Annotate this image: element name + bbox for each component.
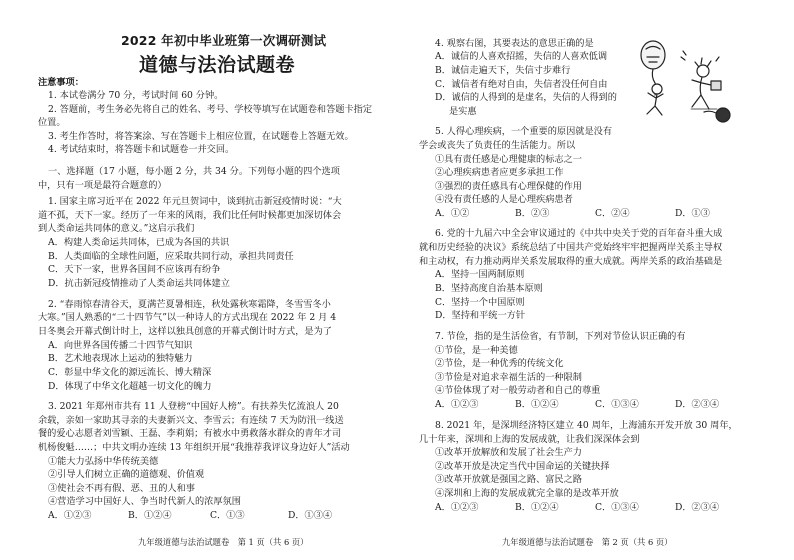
question-1-option: B．人类面临的全球性问题，应采取共同行动，承担共同责任 — [48, 251, 294, 262]
subject-title: 道德与法治试题卷 — [139, 54, 296, 76]
question-2-option: B．艺术地表现冰上运动的独特魅力 — [48, 353, 193, 364]
question-5-item: ①具有责任感是心理健康的标志之一 — [435, 154, 582, 165]
question-3-item: ③使社会不再有假、恶、丑的人和事 — [48, 483, 195, 494]
question-4-option: B．诚信走遍天下，失信寸步难行 — [435, 65, 571, 76]
question-2-stem: 大寒。”国人熟悉的“二十四节气”以一种诗人的方式出现在 2022 年 2 月 4 — [38, 312, 337, 323]
question-1-stem: 1. 国家主席习近平在 2022 年元旦贺词中，谈到抗击新冠疫情时说：“大 — [48, 196, 342, 207]
exam-title: 2022 年初中毕业班第一次调研测试 — [121, 33, 327, 48]
question-8-choice-c: C．①③④ — [595, 502, 639, 513]
question-3-choice-b: B．①②④ — [128, 510, 172, 521]
question-8-choice-d: D．②③④ — [675, 502, 720, 513]
question-4-option: A．诚信的人喜欢招摇，失信的人喜欢低调 — [435, 51, 608, 62]
question-6-stem: 6. 党的十九届六中全会审议通过的《中共中央关于党的百年奋斗重大成 — [435, 228, 723, 239]
question-3-stem: 餐的爱心志愿者刘雪颖、王磊、李莉娟；有被水中勇救落水群众的青年才司 — [38, 428, 342, 439]
question-6-option: D．坚持和平统一方针 — [435, 310, 526, 321]
question-5-stem: 5. 人得心理疾病，一个重要的原因就是没有 — [435, 126, 613, 137]
question-3-choice-d: D．①③④ — [288, 510, 333, 521]
question-8-item: ①改革开放解放和发展了社会生产力 — [435, 447, 582, 458]
question-8-stem: 8. 2021 年，是深圳经济特区建立 40 周年，上海浦东开发开放 30 周年， — [435, 420, 738, 431]
question-2-option: A．向世界各国传播二十四节气知识 — [48, 340, 193, 351]
question-6-option: C．坚持一个中国原则 — [435, 297, 525, 308]
note-line: 4. 考试结束时，将答题卡和试题卷一并交回。 — [48, 144, 235, 155]
question-2-option: C．彰显中华文化的源远流长、博大精深 — [48, 367, 212, 378]
question-3-item: ①能大力弘扬中华传统美德 — [48, 456, 159, 467]
question-7-choice-d: D．②③④ — [675, 399, 720, 410]
question-7-choice-a: A．①②③ — [435, 399, 479, 410]
question-8-item: ②改革开放是决定当代中国命运的关键抉择 — [435, 461, 610, 472]
question-7-item: ②节俭，是一种优秀的传统文化 — [435, 358, 564, 369]
note-line: 1. 本试卷满分 70 分，考试时间 60 分钟。 — [48, 90, 224, 101]
question-5-stem: 学会或丧失了负责任的生活能力。所以 — [419, 140, 576, 151]
question-4-option: D．诚信的人得到的是虚名，失信的人得到的 — [435, 92, 617, 103]
question-2-option: D．体现了中华文化超越一切文化的魄力 — [48, 381, 212, 392]
question-6-stem: 和主动权，有力推动两岸关系发展取得的重大成就。两岸关系的政治基础是 — [419, 256, 723, 267]
question-4-option: 是实惠 — [449, 106, 477, 117]
question-3-item: ④营造学习中国好人、争当时代新人的浓厚氛围 — [48, 496, 241, 507]
question-5-item: ②心理疾病患者应更多承担工作 — [435, 167, 564, 178]
question-2-stem: 日冬奥会开幕式倒计时上，这样以独具创意的开幕式倒计时方式，是为了 — [38, 326, 332, 337]
question-1-stem: 到人类命运共同体的意义。”这启示我们 — [38, 223, 195, 234]
question-3-stem: 余载，亲如一家助其寻亲的夫妻新兴文、李雪云；有连续 7 天为防汛一线送 — [38, 415, 344, 426]
question-7-item: ③节俭是对追求幸福生活的一种限制 — [435, 372, 582, 383]
page-footer: 九年级道德与法治试题卷 第 1 页（共 6 页） — [138, 537, 309, 547]
question-4-option: C．诚信者有绝对自由，失信者没任何自由 — [435, 79, 608, 90]
question-5-choice-d: D．①③ — [675, 208, 710, 219]
note-line: 2. 答题前，考生务必先将自己的姓名、考号、学校等填写在试题卷和答题卡指定 — [48, 104, 373, 115]
question-6-option: B．坚持高度自治基本原则 — [435, 283, 543, 294]
question-8-choice-a: A．①②③ — [435, 502, 479, 513]
section-heading: 中，只有一项是最符合题意的） — [38, 180, 167, 191]
question-5-item: ④没有责任感的人是心理疾病患者 — [435, 194, 573, 205]
question-8-stem: 几十年来，深圳和上海的发展成就，让我们深深体会到 — [419, 434, 640, 445]
cartoon-illustration — [631, 37, 739, 129]
question-5-choice-a: A．①② — [435, 208, 470, 219]
question-7-choice-c: C．①③④ — [595, 399, 639, 410]
question-5-item: ③强烈的责任感具有心理保健的作用 — [435, 181, 582, 192]
question-5-choice-c: C．②④ — [595, 208, 630, 219]
question-1-stem: 道不孤，天下一家。经历了一年来的风雨，我们比任何时候都更加深切体会 — [38, 210, 342, 221]
question-3-item: ②引导人们树立正确的道德观、价值观 — [48, 469, 205, 480]
question-1-option: A．构建人类命运共同体，已成为各国的共识 — [48, 237, 230, 248]
note-line: 3. 考生作答时，将答案涂、写在答题卡上相应位置，在试题卷上答题无效。 — [48, 131, 354, 142]
question-3-stem: 机杨俊魁……；中共文明办连续 13 年组织开展“我推荐我评议身边好人”活动 — [38, 442, 350, 453]
question-8-item: ③改革开放就是强国之路、富民之路 — [435, 474, 582, 485]
question-6-option: A．坚持一国两制原则 — [435, 269, 525, 280]
question-3-choice-c: C．①③ — [210, 510, 245, 521]
question-1-option: D．抗击新冠疫情推动了人类命运共同体建立 — [48, 278, 230, 289]
question-3-stem: 3. 2021 年郑州市共有 11 人登榜“中国好人榜”。有扶养失忆流浪人 20 — [48, 401, 339, 412]
section-heading: 一、选择题（17 小题，每小题 2 分，共 34 分。下列每小题的四个选项 — [48, 166, 340, 177]
question-7-stem: 7. 节俭，指的是生活俭省，有节制，下列对节俭认识正确的有 — [435, 331, 686, 342]
question-2-stem: 2. “春雨惊春清谷天，夏满芒夏暑相连，秋处露秋寒霜降，冬雪雪冬小 — [48, 299, 331, 310]
notes-header: 注意事项： — [38, 77, 84, 88]
question-8-item: ④深圳和上海的发展成就完全靠的是改革开放 — [435, 488, 619, 499]
question-7-item: ④节俭体现了对一般劳动者和自己的尊重 — [435, 385, 601, 396]
question-3-choice-a: A．①②③ — [48, 510, 92, 521]
question-1-option: C．天下一家，世界各国间不应该再有纷争 — [48, 264, 221, 275]
note-line: 位置。 — [38, 117, 66, 128]
question-8-choice-b: B．①②④ — [515, 502, 559, 513]
question-7-item: ①节俭，是一种美德 — [435, 345, 518, 356]
question-7-choice-b: B．①②④ — [515, 399, 559, 410]
question-5-choice-b: B．②③ — [515, 208, 550, 219]
question-6-stem: 就和历史经验的决议》系统总结了中国共产党始终牢牢把握两岸关系主导权 — [419, 242, 723, 253]
page-footer: 九年级道德与法治试题卷 第 2 页（共 6 页） — [502, 537, 673, 547]
question-4-stem: 4. 观察右图，其要表达的意思正确的是 — [435, 38, 594, 49]
